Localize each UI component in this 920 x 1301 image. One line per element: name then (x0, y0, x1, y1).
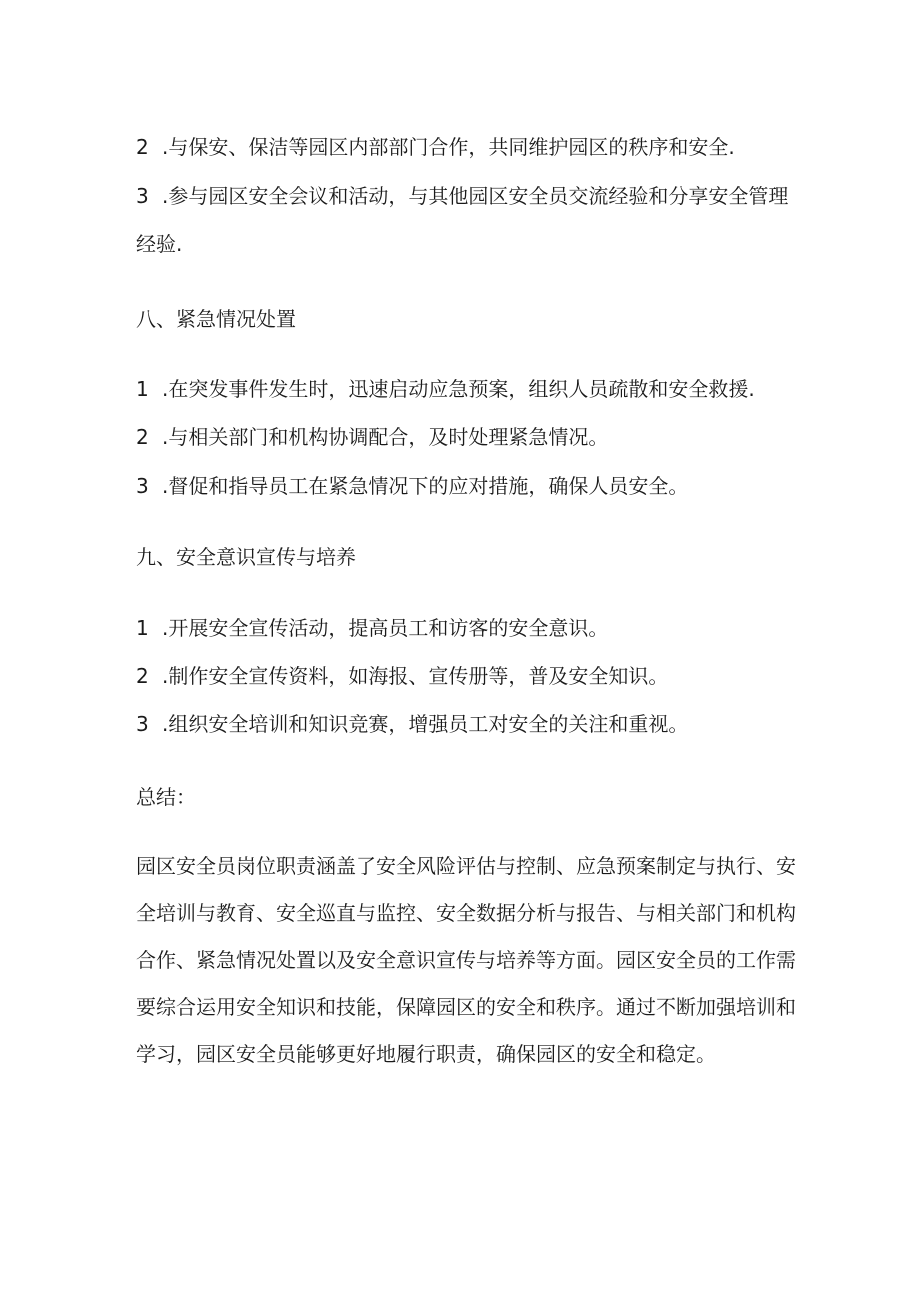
summary-heading: 总结： (136, 785, 196, 809)
item-text: .督促和指导员工在紧急情况下的应对措施，确保人员安全。 (162, 474, 689, 498)
summary-paragraph: 园区安全员岗位职责涵盖了安全风险评估与控制、应急预案制定与执行、安全培训与教育、安全巡直与监控、安全数据分析与报告、与相关部门和机构合作、紧急情况处置以及安全意识宣传与培养等方面。园区安全员的工作需要综合运用安全知识和技能，保障园区的安全和秩序。通过不断加强培训和学习，园区安全员能够更好地履行职责，确保园区的安全和稳定。 (136, 854, 796, 1066)
item-number: 3 (136, 184, 149, 208)
item-number: 1 (136, 377, 149, 401)
item-number: 3 (136, 474, 149, 498)
list-item-continuation: 经验. (136, 232, 183, 256)
item-number: 1 (136, 616, 149, 640)
list-item (136, 375, 755, 403)
list-item (136, 423, 608, 451)
item-text: .与相关部门和机构协调配合，及时处理紧急情况。 (162, 425, 609, 449)
list-item (136, 710, 688, 738)
item-text: .制作安全宣传资料，如海报、宣传册等，普及安全知识。 (162, 664, 669, 688)
item-number: 2 (136, 425, 149, 449)
list-item (136, 662, 668, 690)
item-text: .在突发事件发生时，迅速启动应急预案，组织人员疏散和安全救援. (162, 377, 755, 401)
item-text: .组织安全培训和知识竞赛，增强员工对安全的关注和重视。 (162, 712, 689, 736)
item-number: 2 (136, 664, 149, 688)
list-item (136, 614, 608, 642)
list-item (136, 472, 688, 500)
list-item (136, 133, 735, 161)
section-heading-emergency: 八、紧急情况处置 (136, 307, 296, 331)
item-number: 3 (136, 712, 149, 736)
item-text: .参与园区安全会议和活动，与其他园区安全员交流经验和分享安全管理 (162, 184, 789, 208)
item-text: .与保安、保洁等园区内部部门合作，共同维护园区的秩序和安全. (162, 135, 735, 159)
section-heading-awareness: 九、安全意识宣传与培养 (136, 545, 356, 569)
list-item (136, 182, 788, 210)
item-text: .开展安全宣传活动，提高员工和访客的安全意识。 (162, 616, 609, 640)
item-number: 2 (136, 135, 149, 159)
